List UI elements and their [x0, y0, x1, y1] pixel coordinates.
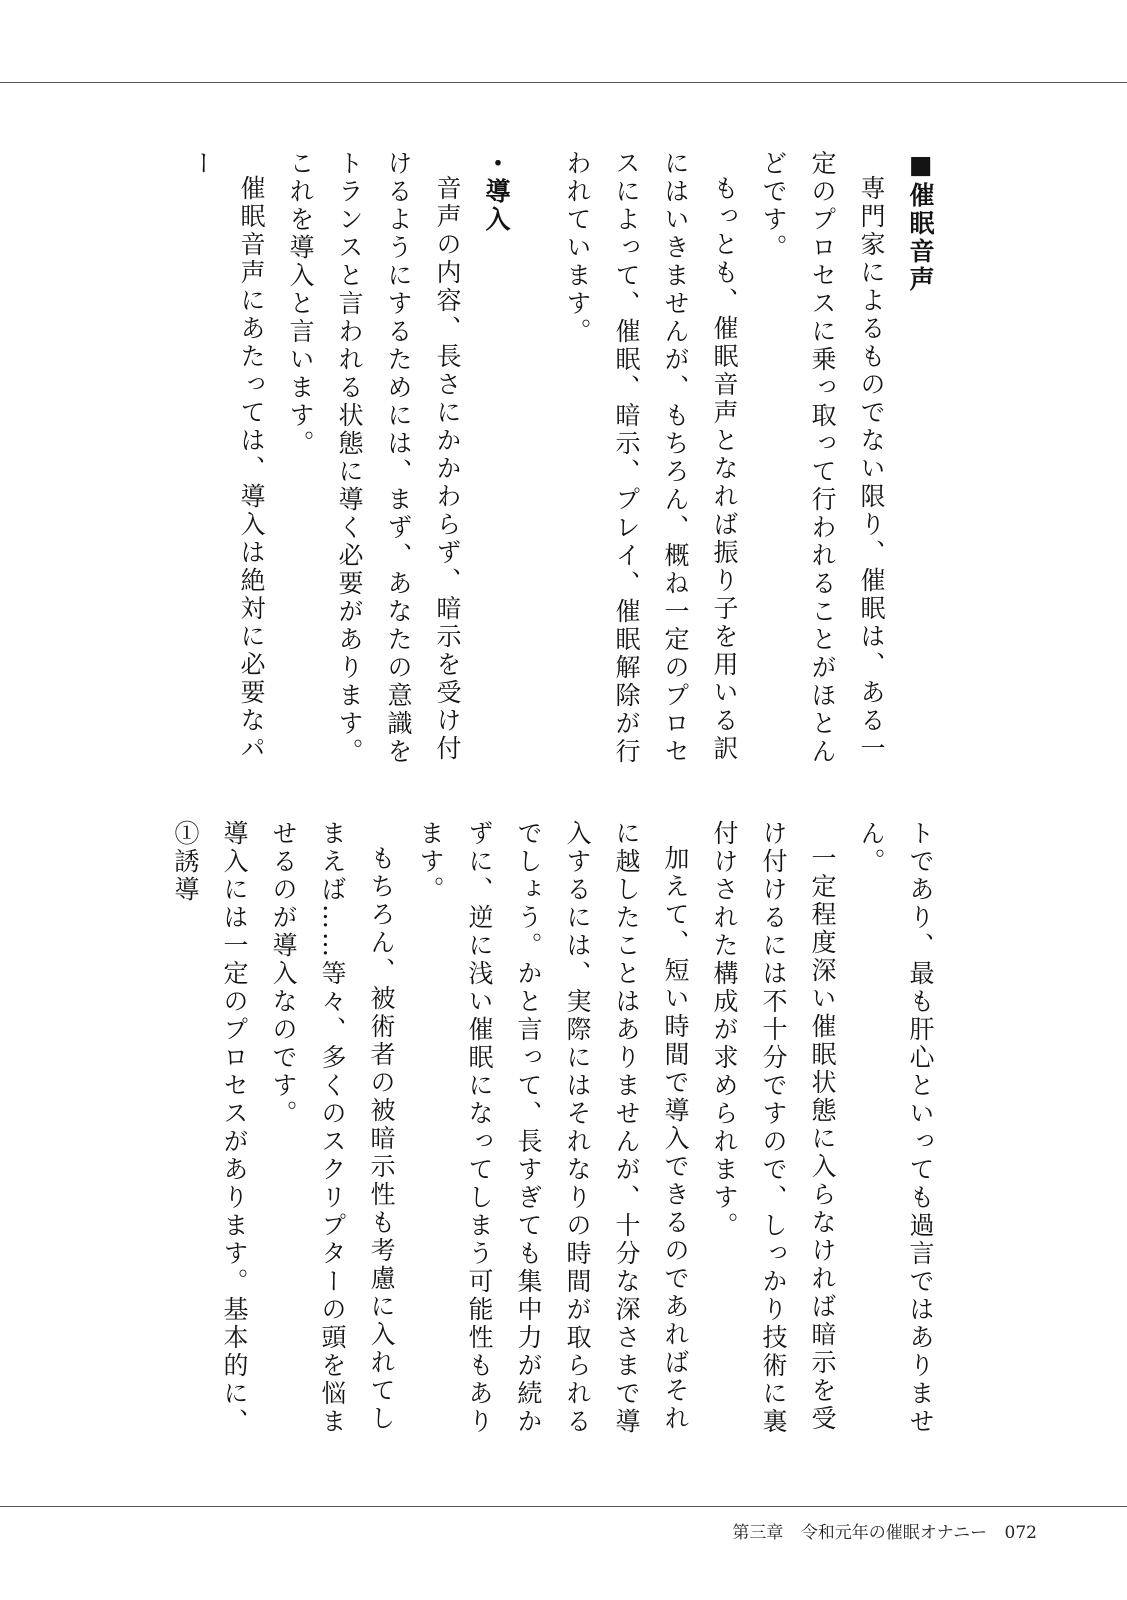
bottom-rule: [0, 1506, 1127, 1507]
paragraph: もっとも、催眠音声となれば振り子を用いる訳にはいきませんが、もちろん、概ね一定のプロセスによって、催眠、暗示、プレイ、催眠解除が行われています。: [563, 150, 739, 766]
text-block-upper: [175, 150, 945, 770]
paragraph-continuation: トであり、最も肝心といっても過言ではありません。: [857, 820, 935, 1436]
paragraph: もちろん、被術者の被暗示性も考慮に入れてしまえば……等々、多くのスクリプターの頭を悩ませるのが導入なのです。: [269, 820, 396, 1436]
paragraph: 音声の内容、長さにかかわらず、暗示を受け付けるようにするためには、まず、あなたの意識をトランスと言われる状態に導く必要があります。これを導入と言います。: [286, 150, 462, 766]
top-rule: [0, 82, 1127, 83]
paragraph: 催眠音声にあたっては、導入は絶対に必要なパー: [188, 150, 266, 763]
paragraph: 一定程度深い催眠状態に入らなければ暗示を受け付けるには不十分ですので、しっかり技術に裏付けされた構成が求められます。: [710, 820, 837, 1436]
page-number: 072: [1004, 1523, 1037, 1543]
subsection-heading: ・導入: [482, 150, 511, 234]
paragraph: 導入には一定のプロセスがあります。基本的に、: [220, 820, 249, 1436]
spacer: [521, 150, 553, 770]
paragraph: 専門家によるものでない限り、催眠は、ある一定のプロセスに乗っ取って行われることがほとんどです。: [759, 150, 886, 766]
footer-chapter: 第三章: [732, 1523, 784, 1543]
footer-title: 令和元年の催眠オナニー: [800, 1523, 988, 1543]
subsection-heading: ①誘導: [171, 820, 200, 904]
paragraph: 加えて、短い時間で導入できるのであればそれに越したことはありませんが、十分な深さまで導入するには、実際にはそれなりの時間が取られるでしょう。かと言って、長すぎても集中力が続かずに、逆に浅い催眠になってしまう可能性もあります。: [416, 820, 690, 1436]
running-footer: [720, 1518, 1037, 1543]
text-block-lower: [171, 820, 945, 1460]
section-heading: ■催眠音声: [906, 150, 935, 294]
